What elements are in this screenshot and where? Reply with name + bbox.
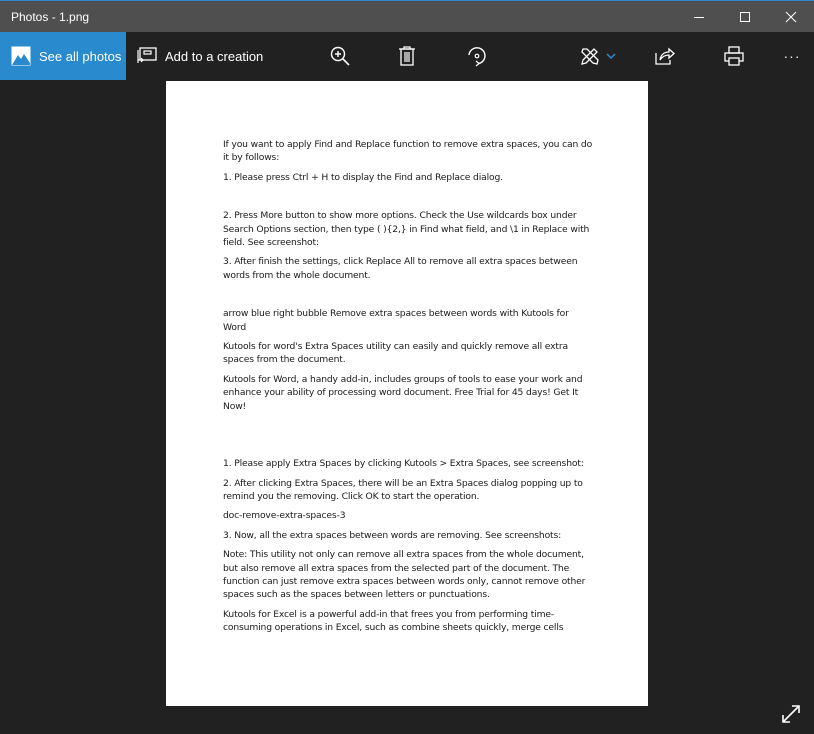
document-image [166, 81, 648, 706]
window-title: Photos - 1.png [11, 10, 90, 24]
zoom-in-icon [329, 45, 351, 67]
maximize-button[interactable] [722, 1, 768, 32]
edit-dropdown-button[interactable] [603, 44, 619, 68]
edit-draw-button[interactable] [578, 44, 602, 68]
document-paragraph [223, 438, 593, 451]
rotate-icon [466, 45, 488, 67]
fullscreen-icon [780, 703, 802, 725]
document-paragraph: doc-remove-extra-spaces-3 [223, 510, 346, 522]
document-paragraph: 3. After finish the settings, click Replace All to remove all extra spaces between words from the whole document. [223, 256, 578, 281]
close-icon [785, 11, 797, 23]
rotate-button[interactable] [465, 44, 489, 68]
document-paragraph: 3. Now, all the extra spaces between words are removing. See screenshots: [223, 529, 562, 541]
see-all-photos-button[interactable] [0, 32, 126, 80]
print-icon [723, 45, 745, 67]
share-icon [654, 45, 676, 67]
image-viewer-canvas[interactable] [0, 80, 814, 734]
maximize-icon [739, 11, 751, 23]
document-paragraph: 2. Press More button to show more options. Check the Use wildcards box under Search Options section, then type ( ){2,} in Find what field, and \1 in Replace with field. See screenshot: [223, 210, 590, 249]
zoom-in-button[interactable] [328, 44, 352, 68]
share-button[interactable] [653, 44, 677, 68]
document-paragraph: 1. Please apply Extra Spaces by clicking Kutools > Extra Spaces, see screenshot: [223, 458, 584, 470]
add-to-creation-button[interactable] [126, 32, 263, 80]
chevron-down-icon [606, 52, 616, 60]
document-paragraph: Note: This utility not only can remove all extra spaces from the whole document, but also remove all extra spaces from the selected part of the document. The function can just remove extra spaces between words only, cannot remove other spaces such as the spaces between letters or punctuations. [223, 549, 586, 601]
document-text [223, 138, 593, 641]
document-paragraph: 2. After clicking Extra Spaces, there will be an Extra Spaces dialog popping up to remind you the removing. Click OK to start the operation. [223, 477, 583, 502]
toolbar [0, 32, 814, 80]
photos-icon [11, 46, 31, 66]
print-button[interactable] [722, 44, 746, 68]
document-paragraph [223, 419, 593, 432]
document-paragraph: Kutools for Excel is a powerful add-in that frees you from performing time-consuming operations in Excel, such as combine sheets quickly, merge cells [223, 608, 564, 634]
document-paragraph: Kutools for word's Extra Spaces utility can easily and quickly remove all extra spaces from the document. [223, 341, 568, 366]
document-paragraph: arrow blue right bubble Remove extra spaces between words with Kutools for Word [223, 308, 569, 333]
delete-icon [397, 45, 417, 67]
add-to-creation-label: Add to a creation [165, 48, 264, 64]
document-paragraph: 1. Please press Ctrl + H to display the Find and Replace dialog. [223, 171, 503, 183]
more-button[interactable] [780, 44, 804, 68]
edit-draw-icon [579, 45, 601, 67]
see-all-photos-label: See all photos [39, 48, 122, 64]
title-bar [0, 1, 814, 32]
delete-button[interactable] [395, 44, 419, 68]
document-paragraph [223, 190, 593, 203]
more-icon: ··· [783, 48, 801, 64]
document-paragraph [223, 288, 593, 301]
minimize-button[interactable] [676, 1, 722, 32]
close-button[interactable] [768, 1, 814, 32]
minimize-icon [693, 11, 705, 23]
creation-icon [137, 47, 157, 65]
document-paragraph: Kutools for Word, a handy add-in, includes groups of tools to ease your work and enhance your ability of processing word document. Free Trial for 45 days! Get It Now! [223, 373, 583, 412]
fullscreen-button[interactable] [780, 703, 802, 725]
document-paragraph: If you want to apply Find and Replace function to remove extra spaces, you can do it by follows: [223, 139, 593, 164]
